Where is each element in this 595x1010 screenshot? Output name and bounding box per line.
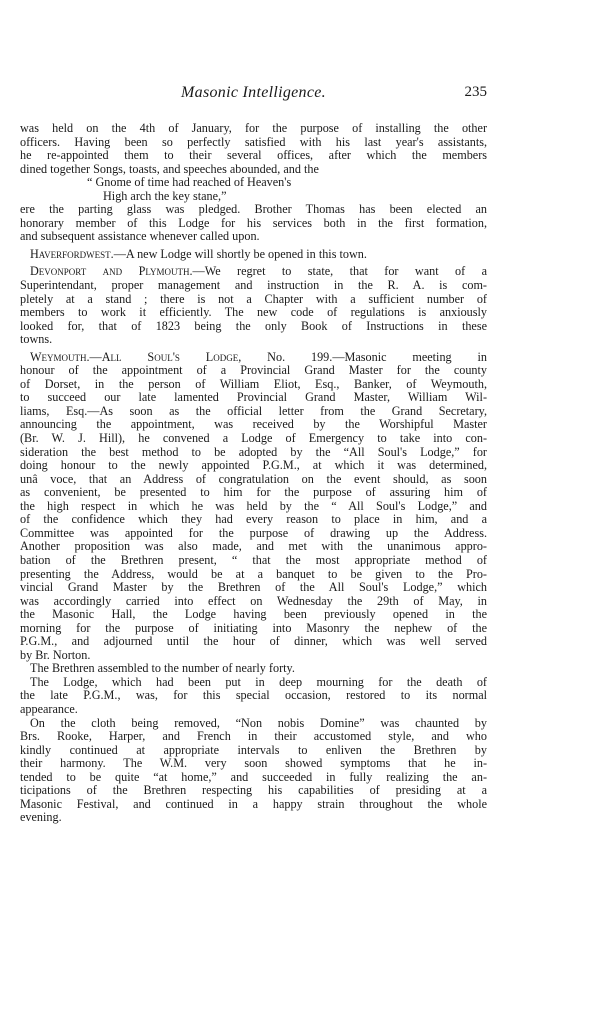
text-line [20,333,487,347]
line-text: kindly continued at appropriate intervals to enliven the Brethren by [20,742,487,757]
line-text: morning for the purpose of initiating into Masonry the nephew of the [20,620,487,635]
text-line [20,771,487,785]
text-line [20,689,487,703]
line-text: honour of the appointment of a Provincial Grand Master for the county [20,363,487,378]
line-text: The Brethren assembled to the number of nearly forty. [30,661,295,676]
text-line [20,662,487,676]
line-text: their harmony. The W.M. very soon showed symptoms that he in- [20,756,487,771]
line-text: was held on the 4th of January, for the purpose of installing the other [20,121,487,135]
text-line [20,486,487,500]
article-body [20,122,487,825]
line-text: announcing the appointment, was received by the Worshipful Master [20,417,487,432]
line-text: dined together Songs, toasts, and speeches abounded, and the [20,161,319,176]
text-line [20,203,487,217]
text-line [20,784,487,798]
text-line [20,744,487,758]
paragraph [20,265,487,346]
line-text: and subsequent assistance whenever called upon. [20,229,260,244]
text-line [20,568,487,582]
text-line [20,622,487,636]
line-text: bation of the Brethren present, “ that the most appropriate method of [20,552,487,567]
line-text: of the confidence which they had every reason to place in him, and a [20,512,487,527]
text-line [20,649,487,663]
line-text: The Lodge, which had been put in deep mourning for the death of [30,674,487,689]
text-line [20,391,487,405]
text-line [20,540,487,554]
text-line [20,279,487,293]
text-line [20,176,487,190]
text-line [20,635,487,649]
section-heading: Weymouth.—All Soul's Lodge, [30,349,242,364]
line-text: liams, Esq.—As soon as the official letter from the Grand Secretary, [20,403,487,418]
text-line [20,730,487,744]
text-line [20,364,487,378]
text-line [20,459,487,473]
line-text: —We regret to state, that for want of a [192,264,487,279]
text-line [20,432,487,446]
line-text: officers. Having been so perfectly satisfied with his last year's assistants, [20,134,487,149]
line-text: as convenient, be presented to him for the purpose of assuring him of [20,485,487,500]
line-text: of Dorset, in the person of William Eliot, Esq., Banker, of Weymouth, [20,376,487,391]
line-text: doing honour to the newly appointed P.G.M., at which it was determined, [20,458,487,473]
text-line [20,676,487,690]
line-text: appearance. [20,701,78,716]
paragraph [20,351,487,825]
line-text: evening. [20,810,62,825]
line-text: ticipations of the Brethren respecting his capabilities of presiding at a [20,783,487,798]
line-text: Superintendant, proper management and instruction in the R. A. is com- [20,278,487,293]
section-heading: Haverfordwest. [30,246,114,261]
text-line [20,500,487,514]
text-line [20,265,487,279]
paragraph [20,248,487,262]
text-line [20,608,487,622]
line-text: the high respect in which he was held by the “ All Soul's Lodge,” and [20,498,487,513]
text-line [20,473,487,487]
text-line [20,703,487,717]
paragraph [20,122,487,244]
line-text: Brs. Rooke, Harper, and French in their accustomed style, and who [20,729,487,744]
running-title: Masonic Intelligence. [181,84,326,101]
text-line [20,581,487,595]
line-text: to succeed our late lamented Provincial Grand Master, William Wil- [20,390,487,405]
line-text: “ Gnome of time had reached of Heaven's [87,175,292,190]
page-header [20,84,487,104]
text-line [20,217,487,231]
line-text: Committee was appointed for the purpose of drawing up the Address. [20,525,487,540]
text-line [20,306,487,320]
text-line [20,717,487,731]
line-text: ere the parting glass was pledged. Brother Thomas has been elected an [20,202,487,217]
text-line [20,320,487,334]
text-line [20,136,487,150]
line-text: On the cloth being removed, “Non nobis Domine” was chaunted by [30,715,487,730]
text-line [20,190,487,204]
text-line [20,122,487,136]
text-line [20,248,487,262]
text-line [20,418,487,432]
line-text: by Br. Norton. [20,647,91,662]
line-text: (Br. W. J. Hill), he convened a Lodge of Emergency to take into con- [20,431,487,446]
line-text: Another proposition was also made, and met with the unanimous appro- [20,539,487,554]
text-line [20,513,487,527]
line-text: the late P.G.M., was, for this special occasion, restored to its normal [20,688,487,703]
text-line [20,351,487,365]
line-text: the Masonic Hall, the Lodge having been previously opened in the [20,607,487,622]
text-line [20,798,487,812]
text-line [20,293,487,307]
text-line [20,757,487,771]
line-text: pletely at a stand ; there is not a Chapter with a sufficient number of [20,291,487,306]
line-text: sideration the best method to be adopted by the “All Soul's Lodge,” for [20,444,487,459]
page-number: 235 [464,84,487,100]
text-line [20,230,487,244]
line-text: members to work it efficiently. The new code of regulations is anxiously [20,305,487,320]
text-line [20,405,487,419]
line-text: he re-appointed them to their several offices, after which the members [20,148,487,163]
text-line [20,149,487,163]
text-line [20,378,487,392]
text-line [20,446,487,460]
text-line [20,595,487,609]
line-text: P.G.M., and adjourned until the hour of dinner, which was well served [20,634,487,649]
line-text: —A new Lodge will shortly be opened in this town. [113,246,367,261]
text-line [20,554,487,568]
line-text: No. 199.—Masonic meeting in [241,349,488,364]
line-text: High arch the key stane,” [103,188,227,203]
line-text: looked for, that of 1823 being the only Book of Instructions in these [20,318,487,333]
line-text: vincial Grand Master by the Brethren of the All Soul's Lodge,” which [20,580,487,595]
line-text: presenting the Address, would be at a banquet to be given to the Pro- [20,566,487,581]
text-line [20,811,487,825]
section-heading: Devonport and Plymouth. [30,264,193,279]
text-line [20,163,487,177]
line-text: towns. [20,332,53,347]
line-text: tended to be quite “at home,” and succeeded in fully realizing the an- [20,769,487,784]
line-text: Masonic Festival, and continued in a happy strain throughout the whole [20,796,487,811]
line-text: unâ voce, that an Address of congratulation on the event should, as soon [20,471,487,486]
text-line [20,527,487,541]
line-text: was accordingly carried into effect on Wednesday the 29th of May, in [20,593,487,608]
line-text: honorary member of this Lodge for his services both in the first formation, [20,215,487,230]
